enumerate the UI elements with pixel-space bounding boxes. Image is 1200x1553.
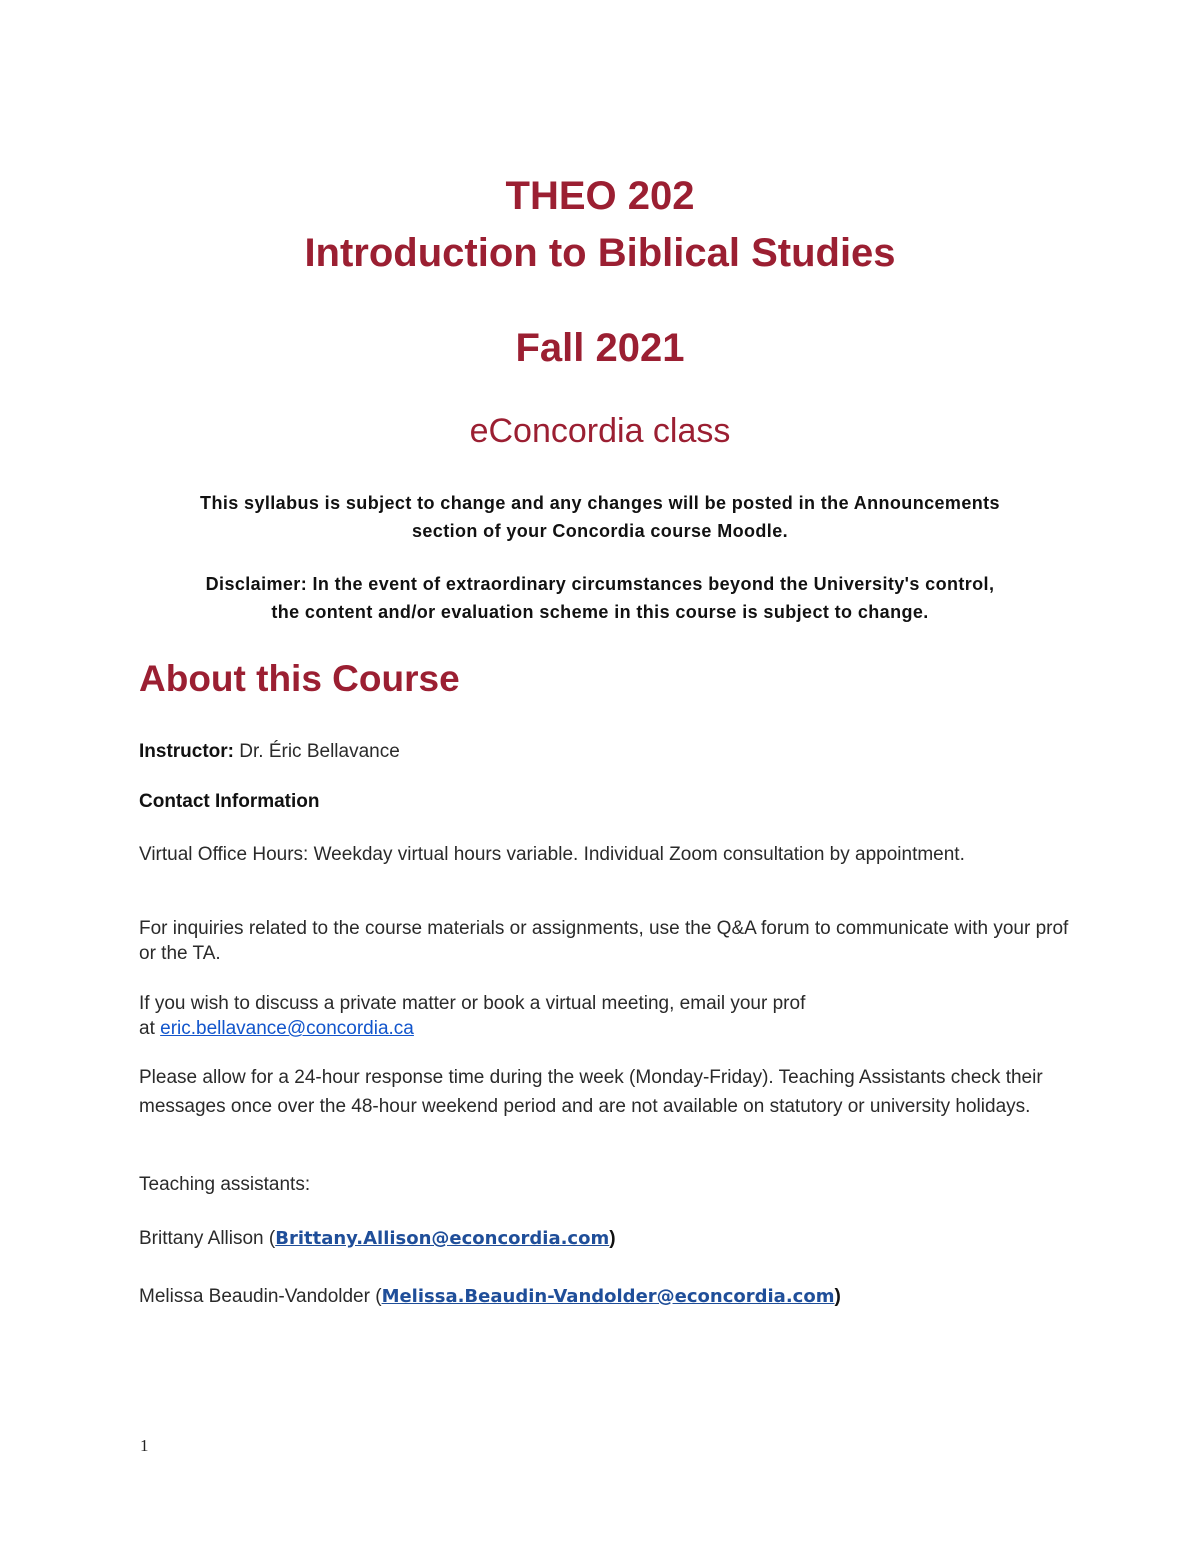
ta-close-paren: ): [609, 1228, 616, 1249]
ta-email-link[interactable]: Melissa.Beaudin-Vandolder@econcordia.com: [381, 1286, 835, 1307]
teaching-assistant-item: [139, 1226, 1069, 1251]
inquiries-text: For inquiries related to the course materials or assignments, use the Q&A forum to communicate with your prof or the TA.: [139, 918, 1069, 964]
ta-name: Brittany Allison (: [139, 1228, 276, 1249]
instructor-name: Dr. Éric Bellavance: [234, 741, 400, 762]
teaching-assistants-label: Teaching assistants:: [139, 1174, 311, 1195]
instructor-line: [139, 739, 1069, 764]
contact-information-heading: Contact Information: [139, 791, 320, 812]
course-code: THEO 202: [505, 174, 695, 218]
instructor-label: Instructor:: [139, 741, 234, 762]
prof-email-link[interactable]: eric.bellavance@concordia.ca: [160, 1018, 414, 1039]
course-name: Introduction to Biblical Studies: [304, 231, 896, 275]
class-type: eConcordia class: [469, 412, 731, 450]
disclaimer-notice: [120, 570, 1080, 626]
ta-email-link[interactable]: Brittany.Allison@econcordia.com: [275, 1228, 610, 1249]
about-course-heading: About this Course: [139, 658, 460, 699]
response-time-text: Please allow for a 24-hour response time during the week (Monday-Friday). Teaching Assistants check their messages once over the 48-hour weekend period and are not available on statutory or university holidays.: [139, 1067, 1043, 1117]
syllabus-notice-line-1: This syllabus is subject to change and any changes will be posted in the Announcements: [200, 493, 1000, 513]
syllabus-change-notice: [120, 489, 1080, 545]
syllabus-notice-line-2: section of your Concordia course Moodle.: [411, 521, 789, 541]
ta-name: Melissa Beaudin-Vandolder (: [139, 1286, 382, 1307]
teaching-assistant-item: [139, 1284, 1069, 1309]
disclaimer-line-2: the content and/or evaluation scheme in this course is subject to change.: [271, 602, 929, 622]
page-number: 1: [140, 1436, 149, 1455]
private-matter-at: at: [139, 1018, 161, 1039]
private-matter-text: [139, 991, 1069, 1041]
disclaimer-line-1: Disclaimer: In the event of extraordinary circumstances beyond the University's control,: [205, 574, 995, 594]
ta-close-paren: ): [834, 1286, 841, 1307]
private-matter-prefix: If you wish to discuss a private matter or book a virtual meeting, email your prof: [139, 993, 806, 1014]
course-term: Fall 2021: [515, 326, 685, 370]
office-hours-text: Virtual Office Hours: Weekday virtual hours variable. Individual Zoom consultation by appointment.: [139, 844, 965, 865]
